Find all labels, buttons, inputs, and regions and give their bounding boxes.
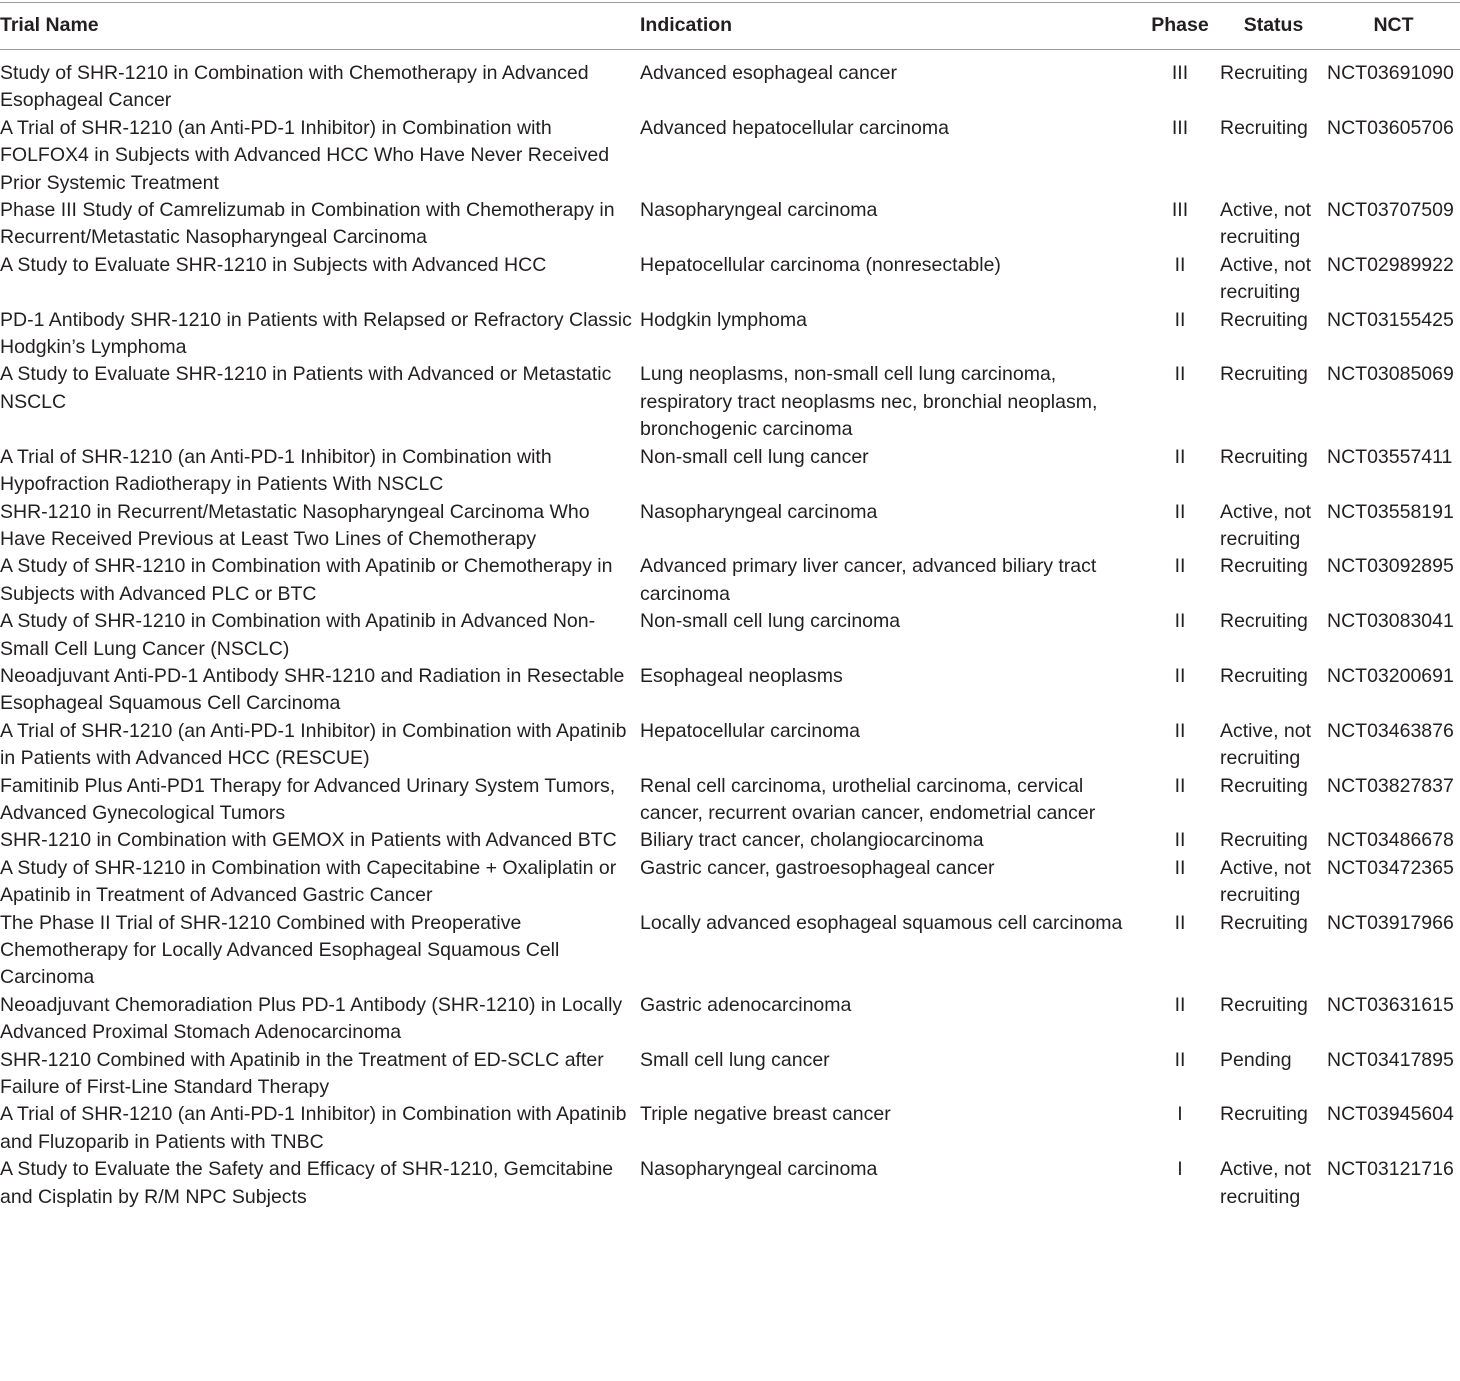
cell-phase: I: [1177, 1158, 1183, 1181]
table-row: [0, 910, 1460, 992]
table-row: [0, 115, 1460, 197]
cell-indication: Nasopharyngeal carcinoma: [640, 500, 878, 523]
cell-trial-name: A Study to Evaluate the Safety and Efficacy of SHR-1210, Gemcitabine and Cisplatin by R/M NPC Subjects: [0, 1158, 614, 1208]
cell-nct: NCT03631615: [1327, 993, 1454, 1016]
header-trial-name: Trial Name: [0, 14, 99, 37]
cell-indication: Small cell lung cancer: [640, 1048, 830, 1071]
table-row: [0, 50, 1460, 115]
cell-status: Recruiting: [1220, 664, 1308, 687]
cell-phase: II: [1174, 253, 1186, 276]
cell-trial-name: A Study of SHR-1210 in Combination with Apatinib or Chemotherapy in Subjects with Advanced PLC or BTC: [0, 555, 613, 605]
cell-phase: II: [1174, 993, 1186, 1016]
cell-nct: NCT03707509: [1327, 199, 1454, 222]
cell-status: Recruiting: [1220, 610, 1308, 633]
cell-nct: NCT03085069: [1327, 363, 1454, 386]
cell-indication: Advanced primary liver cancer, advanced biliary tract carcinoma: [640, 555, 1097, 605]
cell-trial-name: SHR-1210 in Recurrent/Metastatic Nasopharyngeal Carcinoma Who Have Received Previous at Least Two Lines of Chemotherapy: [0, 500, 590, 550]
cell-status: Recruiting: [1220, 993, 1308, 1016]
cell-nct: NCT03155425: [1327, 308, 1454, 331]
cell-phase: III: [1171, 62, 1189, 84]
table-row: [0, 307, 1460, 362]
cell-trial-name: A Study to Evaluate SHR-1210 in Patients with Advanced or Metastatic NSCLC: [0, 363, 612, 413]
cell-phase: II: [1174, 664, 1186, 687]
cell-trial-name: Phase III Study of Camrelizumab in Combination with Chemotherapy in Recurrent/Metastatic Nasopharyngeal Carcinoma: [0, 199, 615, 249]
cell-status: Recruiting: [1220, 363, 1308, 386]
cell-phase: II: [1174, 555, 1186, 578]
cell-indication: Renal cell carcinoma, urothelial carcinoma, cervical cancer, recurrent ovarian cancer, endometrial cancer: [640, 774, 1096, 824]
cell-nct: NCT02989922: [1327, 253, 1454, 276]
table-row: [0, 499, 1460, 554]
table-row: [0, 663, 1460, 718]
cell-indication: Lung neoplasms, non-small cell lung carcinoma, respiratory tract neoplasms nec, bronchial neoplasm, bronchogenic carcinoma: [640, 363, 1098, 441]
cell-status: Recruiting: [1220, 308, 1308, 331]
header-indication: Indication: [640, 14, 733, 37]
table-body: [0, 50, 1460, 1212]
cell-indication: Advanced esophageal cancer: [640, 62, 897, 84]
cell-trial-name: A Study of SHR-1210 in Combination with Capecitabine + Oxaliplatin or Apatinib in Treatment of Advanced Gastric Cancer: [0, 856, 617, 907]
cell-status: Recruiting: [1220, 1103, 1308, 1126]
cell-nct: NCT03121716: [1327, 1158, 1454, 1181]
cell-status: Active, not recruiting: [1220, 1158, 1312, 1208]
table-row: [0, 992, 1460, 1047]
cell-indication: Non-small cell lung carcinoma: [640, 610, 901, 633]
cell-indication: Locally advanced esophageal squamous cell carcinoma: [640, 911, 1123, 934]
cell-status: Active, not recruiting: [1220, 500, 1312, 550]
cell-phase: II: [1174, 829, 1186, 852]
cell-phase: II: [1174, 308, 1186, 331]
cell-trial-name: The Phase II Trial of SHR-1210 Combined with Preoperative Chemotherapy for Locally Advanced Esophageal Squamous Cell Carcinoma: [0, 911, 560, 989]
cell-status: Active, not recruiting: [1220, 253, 1312, 304]
cell-indication: Nasopharyngeal carcinoma: [640, 1158, 878, 1181]
table-row: [0, 252, 1460, 307]
cell-nct: NCT03083041: [1327, 610, 1454, 633]
cell-indication: Nasopharyngeal carcinoma: [640, 199, 878, 222]
table-row: [0, 1101, 1460, 1156]
cell-nct: NCT03605706: [1327, 116, 1454, 139]
cell-nct: NCT03917966: [1327, 911, 1454, 934]
cell-phase: II: [1174, 719, 1186, 742]
cell-nct: NCT03827837: [1327, 774, 1454, 797]
cell-indication: Gastric cancer, gastroesophageal cancer: [640, 856, 995, 879]
cell-phase: III: [1171, 116, 1189, 139]
cell-phase: II: [1174, 445, 1186, 468]
cell-phase: II: [1174, 856, 1186, 879]
cell-indication: Biliary tract cancer, cholangiocarcinoma: [640, 829, 984, 852]
table-row: [0, 444, 1460, 499]
cell-status: Active, not recruiting: [1220, 856, 1312, 907]
cell-indication: Non-small cell lung cancer: [640, 445, 869, 468]
cell-indication: Hodgkin lymphoma: [640, 308, 807, 331]
cell-trial-name: A Study to Evaluate SHR-1210 in Subjects with Advanced HCC: [0, 253, 547, 276]
cell-nct: NCT03463876: [1327, 719, 1454, 742]
cell-status: Active, not recruiting: [1220, 719, 1312, 770]
cell-status: Recruiting: [1220, 829, 1308, 852]
cell-trial-name: A Trial of SHR-1210 (an Anti-PD-1 Inhibitor) in Combination with FOLFOX4 in Subjects with Advanced HCC Who Have Never Received Prior Systemic Treatment: [0, 116, 610, 194]
cell-trial-name: A Study of SHR-1210 in Combination with Apatinib in Advanced Non-Small Cell Lung Cancer (NSCLC): [0, 610, 596, 660]
table-row: [0, 553, 1460, 608]
cell-phase: II: [1174, 774, 1186, 797]
clinical-trials-table: [0, 2, 1460, 1211]
cell-phase: II: [1174, 500, 1186, 523]
header-phase: Phase: [1151, 14, 1209, 37]
cell-phase: II: [1174, 911, 1186, 934]
cell-status: Recruiting: [1220, 116, 1308, 139]
cell-phase: III: [1171, 199, 1189, 222]
cell-nct: NCT03558191: [1327, 500, 1454, 523]
table-row: [0, 718, 1460, 773]
cell-indication: Hepatocellular carcinoma: [640, 719, 861, 742]
table-row: [0, 197, 1460, 252]
cell-status: Active, not recruiting: [1220, 199, 1312, 249]
cell-nct: NCT03691090: [1327, 62, 1454, 84]
cell-trial-name: Study of SHR-1210 in Combination with Chemotherapy in Advanced Esophageal Cancer: [0, 62, 589, 112]
cell-indication: Esophageal neoplasms: [640, 664, 843, 687]
cell-indication: Gastric adenocarcinoma: [640, 993, 852, 1016]
cell-trial-name: A Trial of SHR-1210 (an Anti-PD-1 Inhibitor) in Combination with Apatinib in Patients with Advanced HCC (RESCUE): [0, 719, 627, 770]
cell-status: Recruiting: [1220, 774, 1308, 797]
header-row: [0, 3, 1460, 50]
cell-phase: II: [1174, 1048, 1186, 1071]
cell-trial-name: SHR-1210 Combined with Apatinib in the Treatment of ED-SCLC after Failure of First-Line Standard Therapy: [0, 1048, 604, 1099]
cell-phase: II: [1174, 610, 1186, 633]
cell-indication: Hepatocellular carcinoma (nonresectable): [640, 253, 1001, 276]
cell-trial-name: A Trial of SHR-1210 (an Anti-PD-1 Inhibitor) in Combination with Apatinib and Fluzoparib in Patients with TNBC: [0, 1103, 627, 1153]
cell-phase: II: [1174, 363, 1186, 386]
header-status: Status: [1243, 14, 1304, 37]
cell-nct: NCT03200691: [1327, 664, 1454, 687]
table-row: [0, 773, 1460, 828]
header-nct: NCT: [1373, 14, 1414, 37]
cell-trial-name: Neoadjuvant Anti-PD-1 Antibody SHR-1210 and Radiation in Resectable Esophageal Squamous Cell Carcinoma: [0, 664, 625, 715]
cell-trial-name: SHR-1210 in Combination with GEMOX in Patients with Advanced BTC: [0, 829, 617, 852]
cell-nct: NCT03472365: [1327, 856, 1454, 879]
cell-status: Recruiting: [1220, 911, 1308, 934]
cell-trial-name: PD-1 Antibody SHR-1210 in Patients with Relapsed or Refractory Classic Hodgkin’s Lymphoma: [0, 308, 632, 359]
table-row: [0, 1156, 1460, 1211]
cell-status: Pending: [1220, 1048, 1292, 1071]
cell-nct: NCT03417895: [1327, 1048, 1454, 1071]
cell-indication: Advanced hepatocellular carcinoma: [640, 116, 949, 139]
cell-status: Recruiting: [1220, 555, 1308, 578]
cell-status: Recruiting: [1220, 445, 1308, 468]
table-row: [0, 1047, 1460, 1102]
cell-nct: NCT03945604: [1327, 1103, 1454, 1126]
table-row: [0, 855, 1460, 910]
table-header: [0, 3, 1460, 50]
cell-nct: NCT03486678: [1327, 829, 1454, 852]
cell-trial-name: A Trial of SHR-1210 (an Anti-PD-1 Inhibitor) in Combination with Hypofraction Radiotherapy in Patients With NSCLC: [0, 445, 552, 496]
cell-indication: Triple negative breast cancer: [640, 1103, 891, 1126]
cell-trial-name: Neoadjuvant Chemoradiation Plus PD-1 Antibody (SHR-1210) in Locally Advanced Proximal Stomach Adenocarcinoma: [0, 993, 623, 1044]
cell-nct: NCT03557411: [1327, 445, 1453, 468]
cell-phase: I: [1177, 1103, 1183, 1126]
table-row: [0, 827, 1460, 854]
table-row: [0, 608, 1460, 663]
table-row: [0, 361, 1460, 443]
cell-trial-name: Famitinib Plus Anti-PD1 Therapy for Advanced Urinary System Tumors, Advanced Gynecological Tumors: [0, 774, 616, 824]
cell-status: Recruiting: [1220, 62, 1308, 84]
cell-nct: NCT03092895: [1327, 555, 1454, 578]
